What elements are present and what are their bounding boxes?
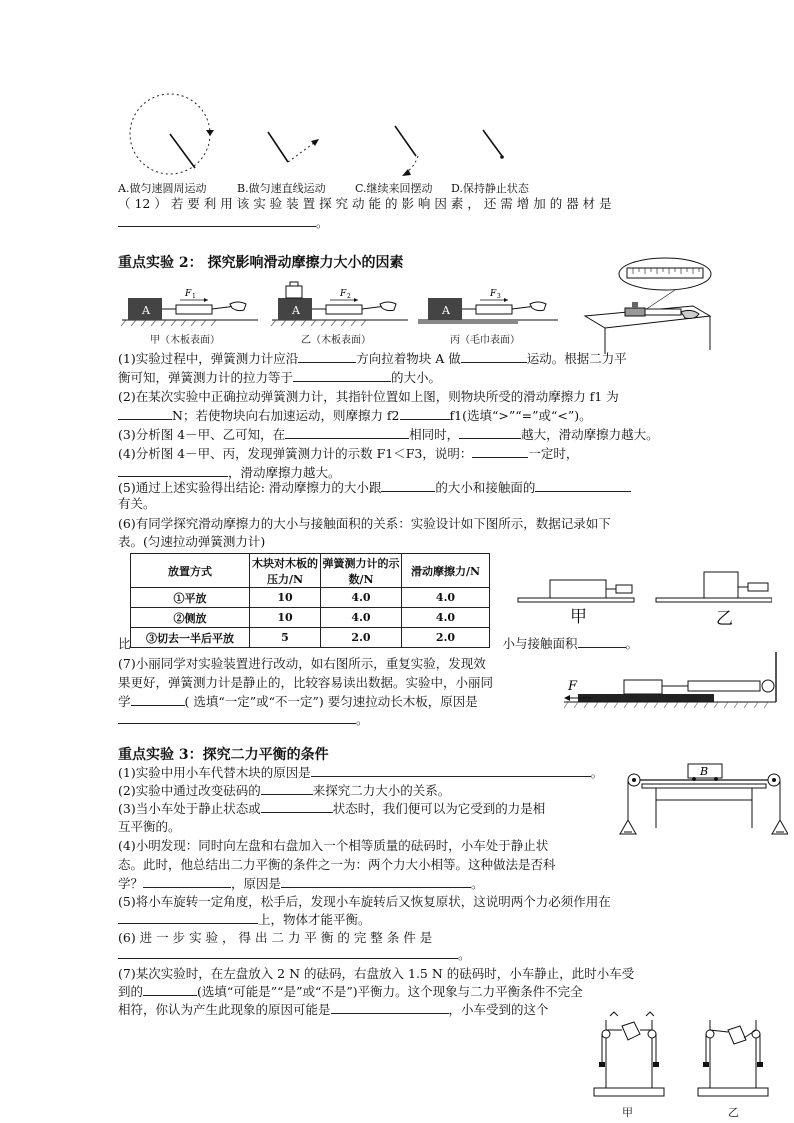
table-row: ②侧放 10 4.0 4.0 (131, 608, 490, 628)
fig-label-yi: 乙 (716, 609, 733, 629)
figure-yi (698, 1020, 768, 1096)
exp3-q4-line3: 学？ ，原因是 。 (118, 876, 484, 891)
setup-yi (271, 282, 408, 326)
figure-jia (594, 1012, 664, 1096)
exp3-q6-line2: 。 (118, 945, 471, 964)
answer-blank[interactable] (131, 693, 185, 706)
exp3-q6-line1: (6) 进 一 步 实 验 ， 得 出 二 力 平 衡 的 完 整 条 件 是 (118, 930, 433, 945)
exp2-q7-line1: (7)小丽同学对实验装置进行改动，如右图所示，重复实验，发现效 (118, 656, 486, 671)
exp3-q3-line1: (3)当小车处于静止状态或 状态时，我们便可以为它受到的力是相 (118, 801, 546, 816)
answer-blank[interactable] (118, 711, 356, 724)
option-b-diagram (268, 132, 319, 162)
exp2-q6-line1: (6)有同学探究滑动摩擦力的大小与接触面积的关系：实验设计如下图所示，数据记录如下 (118, 516, 611, 531)
exp3-q1: (1)实验中用小车代替木块的原因是 。 (118, 765, 604, 780)
block-label: A (142, 304, 150, 317)
exp2-q7-line4: 。 (118, 710, 369, 729)
answer-blank[interactable] (311, 764, 591, 777)
exp2-q7-line2: 果更好，弹簧测力计是静止的，比较容易读出数据。实验中，小丽同 (118, 675, 494, 690)
answer-blank[interactable] (143, 875, 231, 888)
cart-table-figure (618, 754, 788, 840)
exp2-q7-line3: 学 ( 选填“一定”或“不一定”) 要匀速拉动长木板，原因是 (118, 694, 478, 709)
answer-blank[interactable] (143, 983, 197, 996)
answer-blank[interactable] (261, 800, 333, 813)
exp2-q5-line1: (5)通过上述实验得出结论: 滑动摩擦力的大小跟 的大小和接触面的 (118, 478, 631, 497)
option-c-diagram (395, 126, 418, 176)
exp2-q4-line2: ，滑动摩擦力越大。 (118, 463, 341, 482)
answer-blank[interactable] (331, 1001, 449, 1014)
force-label: F (185, 289, 192, 299)
option-d-diagram (483, 130, 504, 159)
caption-bing: 丙（毛巾表面） (450, 335, 520, 346)
setup-jia (121, 289, 258, 326)
exp3-q2: (2)实验中通过改变砝码的 来探究二力大小的关系。 (118, 783, 451, 798)
question-12: （ 12 ） 若 要 利 用 该 实 验 装 置 探 究 动 能 的 影 响 因 素 ， 还 需 增 加 的 器 材 是 (118, 196, 612, 211)
force-label: F (340, 289, 347, 299)
caption-yi: 乙（木板表面） (301, 335, 371, 346)
question-12-answer-line: 。 (118, 213, 329, 232)
exp3-q5-line2: 上，物体才能平衡。 (118, 910, 371, 929)
answer-blank[interactable] (281, 875, 471, 888)
cart-label: B (700, 765, 709, 778)
fig3-label-jia: 甲 (622, 1106, 633, 1119)
table-row: ①平放 10 4.0 4.0 (131, 588, 490, 608)
answer-blank[interactable] (293, 369, 391, 382)
exp2-q2-line2: N；若使物块向右加速运动，则摩擦力 f2 f1(选填“>”“=”或“<”)。 (118, 406, 592, 425)
exp3-q7-line1: (7)某次实验时，在左盘放入 2 N 的砝码，右盘放入 1.5 N 的砝码时，小车静止，此时小车受 (118, 966, 635, 981)
option-c-label: C.继续来回摆动 (355, 182, 433, 195)
block-label: A (442, 304, 450, 317)
answer-blank[interactable] (578, 635, 626, 648)
answer-blank[interactable] (461, 350, 527, 363)
answer-blank[interactable] (459, 426, 521, 439)
answer-blank[interactable] (118, 946, 458, 959)
answer-blank[interactable] (261, 782, 313, 795)
exp3-q4-line1: (4)小明发现：同时向左盘和右盘加入一个相等质量的砝码时，小车处于静止状 (118, 838, 549, 853)
force-label: F (490, 289, 497, 299)
option-b-label: B.做匀速直线运动 (237, 182, 326, 195)
caption-jia: 甲（木板表面） (150, 335, 220, 346)
fig3-label-yi: 乙 (728, 1106, 739, 1119)
exp2-q4-line1: (4)分析图 4－甲、丙，发现弹簧测力计的示数 F1＜F3，说明： 一定时， (118, 446, 579, 461)
exp3-q5-line1: (5)将小车旋转一定角度，松手后，发现小车旋转后又恢复原状，这说明两个力必须作用在 (118, 894, 611, 909)
option-a-label: A.做匀速圆周运动 (118, 182, 207, 195)
exp2-q3: (3)分析图 4－甲、乙可知，在 相同时， 越大，滑动摩擦力越大。 (118, 427, 659, 442)
answer-blank[interactable] (285, 426, 409, 439)
block-label: A (292, 304, 300, 317)
card-pulley-figures (586, 1010, 786, 1120)
option-d-label: D.保持静止状态 (451, 182, 529, 195)
exp2-q6-conclusion: 比 小与接触面积 。 (118, 636, 639, 651)
setup-bing (418, 289, 558, 324)
answer-blank[interactable] (472, 445, 528, 458)
option-a-diagram (130, 94, 214, 174)
motion-options-figure (118, 92, 678, 182)
answer-blank[interactable] (118, 911, 258, 924)
exp2-q2-line1: (2)在某次实验中正确拉动弹簧测力计，其指针位置如上图，则物块所受的滑动摩擦力 f1 为 (118, 389, 619, 404)
answer-blank[interactable] (381, 479, 435, 492)
spring-scale-figure (575, 254, 715, 354)
force-sub: 1 (192, 293, 196, 300)
answer-blank[interactable] (298, 350, 356, 363)
answer-blank[interactable] (400, 407, 450, 420)
force-sub: 2 (347, 293, 351, 300)
exp3-q7-line2: 到的 (选填“可能是”“是”或“不是”)平衡力。这个现象与二力平衡条件不完全 (118, 984, 583, 999)
force-f-label: F (568, 679, 578, 694)
exp2-q1-line2: 衡可知，弹簧测力计的拉力等于 的大小。 (118, 370, 442, 385)
table-row: ③切去一半后平放 5 2.0 2.0 (131, 628, 490, 648)
force-sub: 3 (497, 293, 501, 300)
answer-blank[interactable] (118, 407, 172, 420)
answer-blank[interactable] (118, 214, 316, 227)
board-pull-figure (562, 652, 784, 712)
answer-blank[interactable] (118, 464, 228, 477)
exp3-heading: 重点实验 3：探究二力平衡的条件 (118, 747, 329, 763)
exp3-q7-line3: 相符，你认为产生此现象的原因可能是 ，小车受到的这个 (118, 1002, 549, 1017)
exp2-q1-line1: (1)实验过程中，弹簧测力计应沿 方向拉着物块 A 做 运动。根据二力平 (118, 351, 627, 366)
exp3-q3-line2: 互平衡的。 (118, 819, 181, 834)
exp2-q6-line2: 表。(匀速拉动弹簧测力计) (118, 534, 266, 549)
fig-label-jia: 甲 (570, 607, 587, 627)
table-header: 木块对木板的压力/N (250, 554, 321, 588)
table-header: 弹簧测力计的示数/N (321, 554, 402, 588)
placement-figure (516, 568, 772, 624)
answer-blank[interactable] (535, 479, 631, 492)
exp2-heading: 重点实验 2： 探究影响滑动摩擦力大小的因素 (118, 255, 404, 271)
exp2-q5-line2: 有关。 (118, 496, 156, 511)
table-header: 滑动摩擦力/N (402, 554, 490, 588)
exp3-q4-line2: 态。此时，他总结出二力平衡的条件之一为：两个力大小相等。这种做法是否科 (118, 857, 556, 872)
table-header: 放置方式 (131, 554, 250, 588)
